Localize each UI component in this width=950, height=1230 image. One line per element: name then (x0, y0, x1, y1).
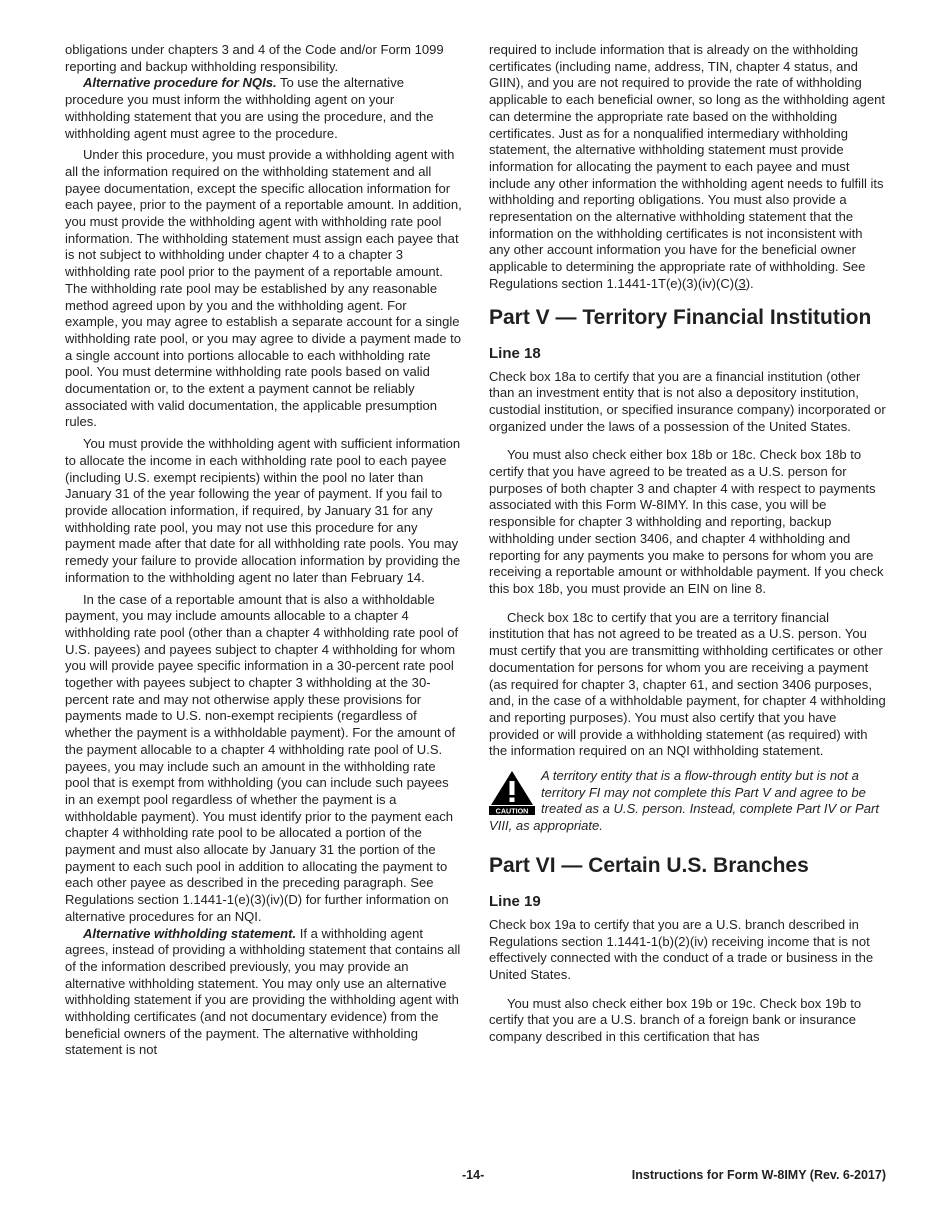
caution-label: CAUTION (495, 806, 529, 816)
paragraph-line18-box18b: You must also check either box 18b or 18c. Check box 18b to certify that you have agreed to be treated as a U.S. person for purposes of both chapter 3 and chapter 4 with respect to payments associated with this Form W-8IMY. In this case, you will be responsible for chapter 3 withholding and reporting, backup withholding under section 3406, and chapter 4 withholding and reporting for any payments you make to persons for whom you are receiving a reportable amount or withholdable payment. If you check this box 18b, you must provide an EIN on line 8. (489, 447, 884, 596)
paragraph-under-procedure: Under this procedure, you must provide a withholding agent with all the information required on the withholding statement and all payee documentation, except the specific allocation information for each payee, prior to the payment of a reportable amount. In addition, you must provide the withholding agent with withholding rate pool information. The withholding statement must assign each payee that is not subject to withholding under chapter 4 to a chapter 3 withholding rate pool prior to the payment of a reportable amount. The withholding rate pool may be established by any reasonable method agreed upon by you and the withholding agent. For example, you may agree to establish a separate account for a single withholding rate pool, or you may agree to divide a payment made to a single account into portions allocable to each withholding rate pool. You must determine withholding rate pools based on valid documentation or, to the extent a payment cannot be reliably associated with valid documentation, the applicable presumption rules. (65, 147, 462, 430)
paragraph-reportable-amount: In the case of a reportable amount that is also a withholdable payment, you may include amounts allocable to a chapter 4 withholding rate pool (other than a chapter 4 withholding rate pool of U.S. payees) and payees subject to chapter 4 withholding for whom you will provide payee specific information in a 30-percent rate pool together with payees subject to chapter 3 withholding at the 30-percent rate and may not otherwise apply these provisions for payments made to U.S. non-exempt recipients (regardless of whether the payment is a withholdable payment). For the amount of the payment allocable to a chapter 4 withholding rate pool of U.S. payees, you may include such an amount in the withholding rate pool that is exempt from withholding (you can include such payees in an exempt pool regardless of whether the payment is a withholdable payment). You must identify prior to the payment each chapter 4 withholding rate pool to be allocated a portion of the payment and must also allocate by January 31 the portion of the payment to each such pool in addition to allocating the payment to each other payee as described in the preceding paragraph. See Regulations section 1.1441-1(e)(3)(iv)(D) for further information on alternative procedures for an NQI. (65, 591, 459, 924)
text-continued-underline: 3 (738, 275, 746, 291)
caution-note (489, 768, 886, 835)
text-alternative-statement: If a withholding agent agrees, instead of providing a withholding statement that contains all of the information described previously, you may provide an alternative withholding statement. You may only use an alternative withholding statement if you are providing the withholding agent with withholding certificates (and not documentary evidence) from the beneficial owners of the payment. The alternative withholding statement is not (65, 925, 461, 1058)
heading-part-vi: Part VI — Certain U.S. Branches (489, 853, 809, 877)
form-title: Instructions for Form W-8IMY (Rev. 6-2017) (631, 1168, 886, 1182)
heading-part-v: Part V — Territory Financial Institution (489, 305, 872, 329)
paragraph-allocation-info: You must provide the withholding agent with sufficient information to allocate the income in each withholding rate pool to each payee (including U.S. exempt recipients) within the pool no later than January 31 of the year following the year of payment. If you fail to provide allocation information, if required, by January 31 for any withholding rate pool, you may not use this procedure for any payment made after that date for all withholding rate pools. You may remedy your failure to provide allocation information by providing the information to the withholding agent no later than February 14. (65, 436, 461, 585)
paragraph-alternative-statement (65, 926, 462, 1060)
paragraph-line18-box18c: Check box 18c to certify that you are a territory financial institution that has not agreed to be treated as a U.S. person. You must certify that you are transmitting withholding certificates or other documentation for persons for whom you are receiving a payment (as required for chapter 3, chapter 61, and section 3406 purposes, and, in the case of a withholdable payment, for chapter 4 withholding and reporting purposes). You must also certify that you have provided or will provide a withholding statement (as required) with the information required on an NQI withholding statement. (489, 609, 886, 759)
paragraph-line19-box19b: You must also check either box 19b or 19c. Check box 19b to certify that you are a U.S. branch of a foreign bank or insurance company described in this certification that has (489, 995, 862, 1045)
heading-line-18: Line 18 (489, 344, 541, 362)
paragraph-line19-box19a: Check box 19a to certify that you are a U.S. branch described in Regulations section 1.1441-1(b)(2)(iv) receiving income that is not effectively connected with the conduct of a trade or business in the United States. (489, 916, 874, 982)
paragraph-alternative-statement-continued (489, 42, 886, 293)
lead-alternative-statement: Alternative withholding statement. (83, 925, 297, 941)
caution-text: A territory entity that is a flow-through entity but is not a territory FI may not complete this Part V and agree to be treated as a U.S. person. Instead, complete Part IV or Part VIII, as appropriate. (489, 768, 879, 834)
text-continued-a: required to include information that is already on the withholding certificates (including name, address, TIN, chapter 4 status, and GIIN), and you are not required to provide the rate of withholding applicable to each beneficial owner, so long as the withholding agent can determine the appropriate rate based on the withholding certificates. Just as for a nonqualified intermediary withholding statement, the alternative withholding statement must provide information for allocating the payment to each payee and must include any other information the withholding agent needs to fulfill its withholding and reporting obligations. You must also provide a representation on the alternative withholding statement that the information on the withholding certificates is not inconsistent with any other account information you have for the beneficial owner applicable to determining the appropriate rate of withholding. See Regulations section 1.1441-1T(e)(3)(iv)(C)( (489, 42, 886, 291)
page-number: -14- (462, 1168, 485, 1182)
paragraph-line18-box18a: Check box 18a to certify that you are a financial institution (other than an investment entity that is not also a depository institution, custodial institution, or specified insurance company) incorporated or organized under the laws of a possession of the United States. (489, 368, 886, 434)
paragraph-alternative-procedure (65, 75, 462, 142)
left-column (65, 42, 462, 1059)
paragraph-obligations: obligations under chapters 3 and 4 of the Code and/or Form 1099 reporting and backup withholding responsibility. (65, 42, 444, 74)
text-continued-b: ). (745, 275, 754, 291)
heading-line-19: Line 19 (489, 892, 541, 910)
caution-icon (489, 769, 535, 815)
page-footer (65, 1168, 886, 1188)
text-alternative-procedure: To use the alternative procedure you must inform the withholding agent on your withholding statement that you are using the procedure, and the withholding agent must agree to the procedure. (65, 75, 434, 141)
lead-alternative-procedure: Alternative procedure for NQIs. (83, 75, 277, 91)
right-column (489, 42, 886, 1046)
